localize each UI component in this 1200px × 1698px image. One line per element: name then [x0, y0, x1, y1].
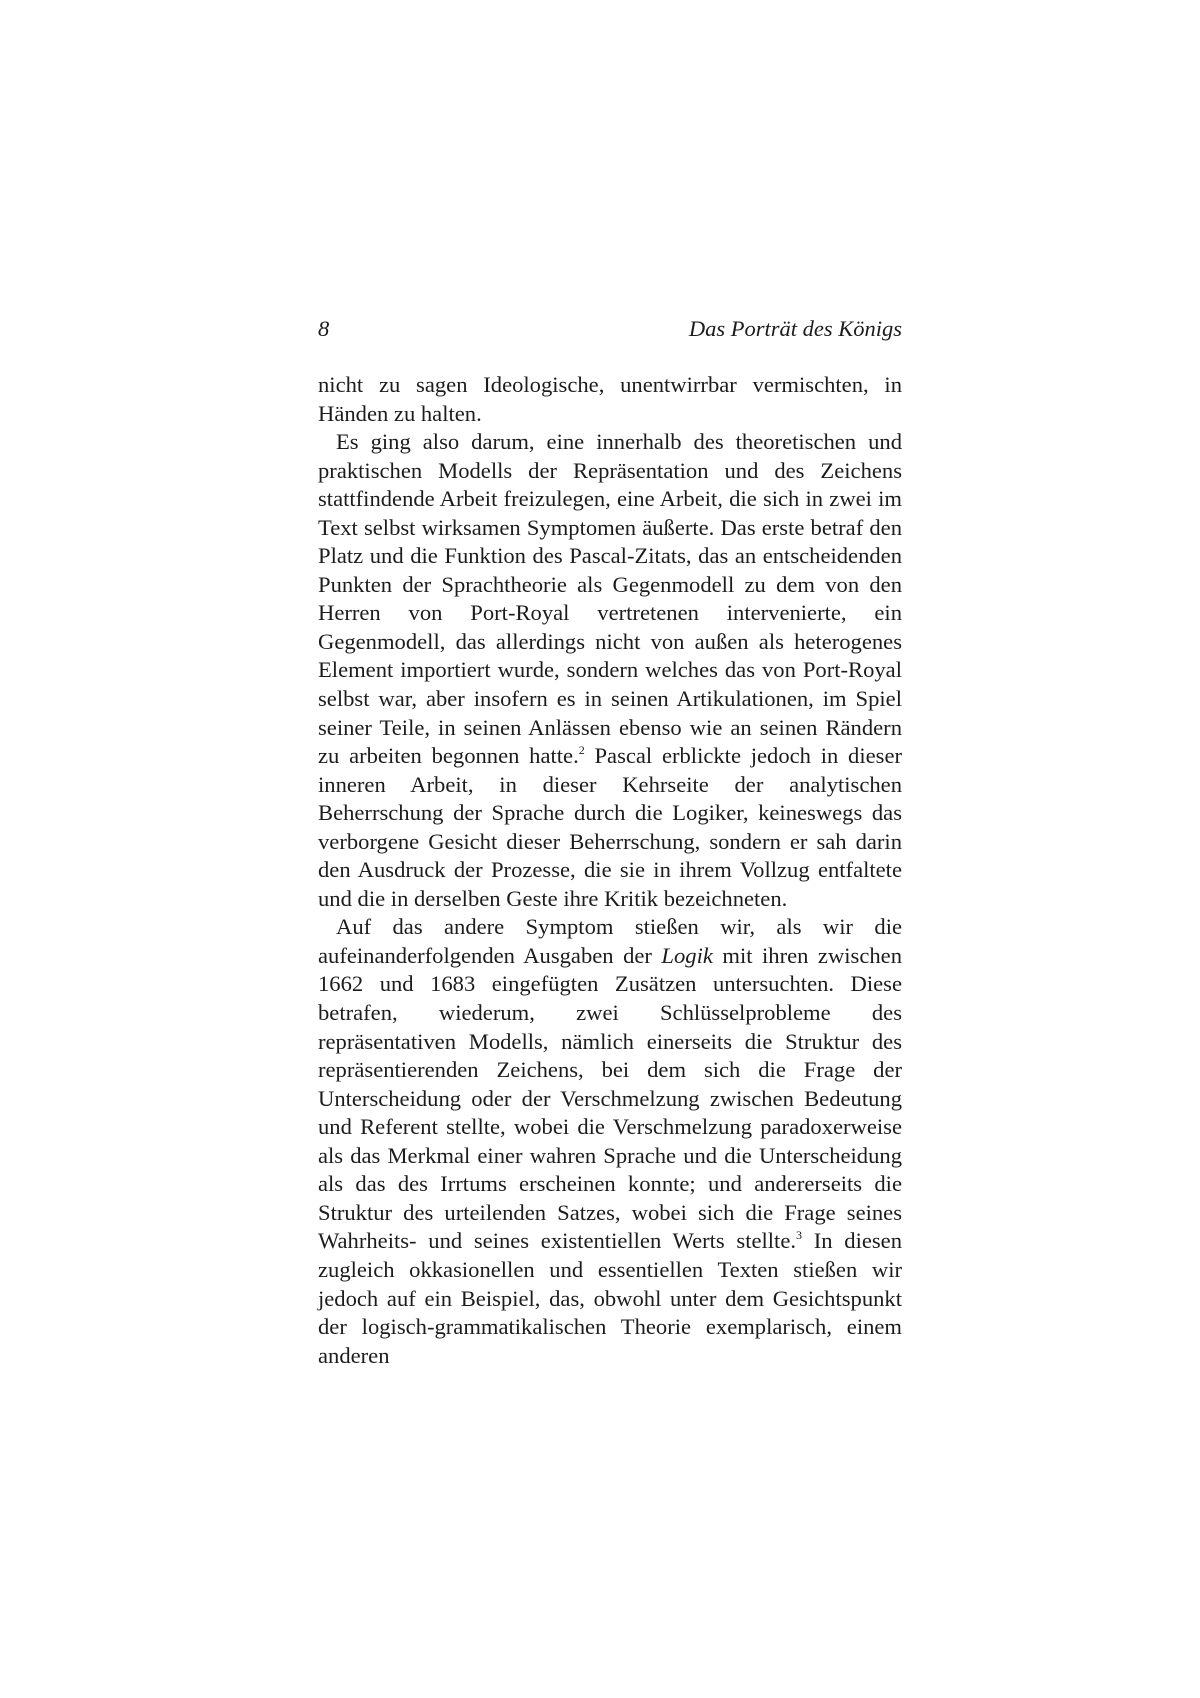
book-title-italic: Logik	[661, 942, 713, 968]
paragraph	[318, 428, 902, 913]
footnote-marker: 3	[796, 1228, 803, 1243]
running-head	[318, 316, 902, 352]
body-text	[318, 371, 902, 1370]
page-number: 8	[318, 316, 330, 341]
footnote-marker: 2	[578, 743, 585, 758]
paragraph	[318, 913, 902, 1370]
paragraph-text: mit ihren zwischen 1662 und 1683 eingefügten Zusätzen untersuchten. Diese betrafen, wiederum, zwei Schlüsselprobleme des repräsentativen Modells, nämlich einerseits die Struktur des repräsentierenden Zeichens, bei dem sich die Frage der Unterscheidung oder der Verschmelzung zwischen Bedeutung und Referent stellte, wobei die Verschmelzung paradoxerweise als das Merkmal einer wahren Sprache und die Unterscheidung als das des Irrtums erscheinen konnte; und andererseits die Struktur des urteilenden Satzes, wobei sich die Frage seines Wahrheits- und seines existentiellen Werts stellte.	[318, 942, 902, 1254]
paragraph-text: Auf das andere Symptom stießen wir, als wir die aufeinanderfolgenden Ausgaben der	[318, 914, 902, 968]
running-title: Das Porträt des Königs	[688, 316, 902, 341]
paragraph-text: Es ging also darum, eine innerhalb des theoretischen und praktischen Modells der Repräsentation und des Zeichens stattfindende Arbeit freizulegen, eine Arbeit, die sich in zwei im Text selbst wirksamen Symptomen äußerte. Das erste betraf den Platz und die Funktion des Pascal-Zitats, das an entscheidenden Punkten der Sprachtheorie als Gegenmodell zu dem von den Herren von Port-Royal vertretenen intervenierte, ein Gegenmodell, das allerdings nicht von außen als heterogenes Element importiert wurde, sondern welches das von Port-Royal selbst war, aber insofern es in seinen Artikulationen, im Spiel seiner Teile, in seinen Anlässen ebenso wie an seinen Rändern zu arbeiten begonnen hatte.	[318, 429, 902, 769]
paragraph-text: Pascal erblickte jedoch in dieser inneren Arbeit, in dieser Kehrseite der analytischen Beherrschung der Sprache durch die Logiker, keineswegs das verborgene Gesicht dieser Beherrschung, sondern er sah darin den Ausdruck der Prozesse, die sie in ihrem Vollzug entfaltete und die in derselben Geste ihre Kritik bezeichneten.	[318, 743, 902, 911]
paragraph-text: nicht zu sagen Ideologische, unentwirrbar vermischten, in Händen zu halten.	[318, 372, 902, 426]
paragraph-text: In diesen zugleich okkasionellen und essentiellen Texten stießen wir jedoch auf ein Beispiel, das, obwohl unter dem Gesichtspunkt der logisch-grammatikalischen Theorie exemplarisch, einem anderen	[318, 1228, 902, 1368]
paragraph-continued	[318, 371, 902, 428]
